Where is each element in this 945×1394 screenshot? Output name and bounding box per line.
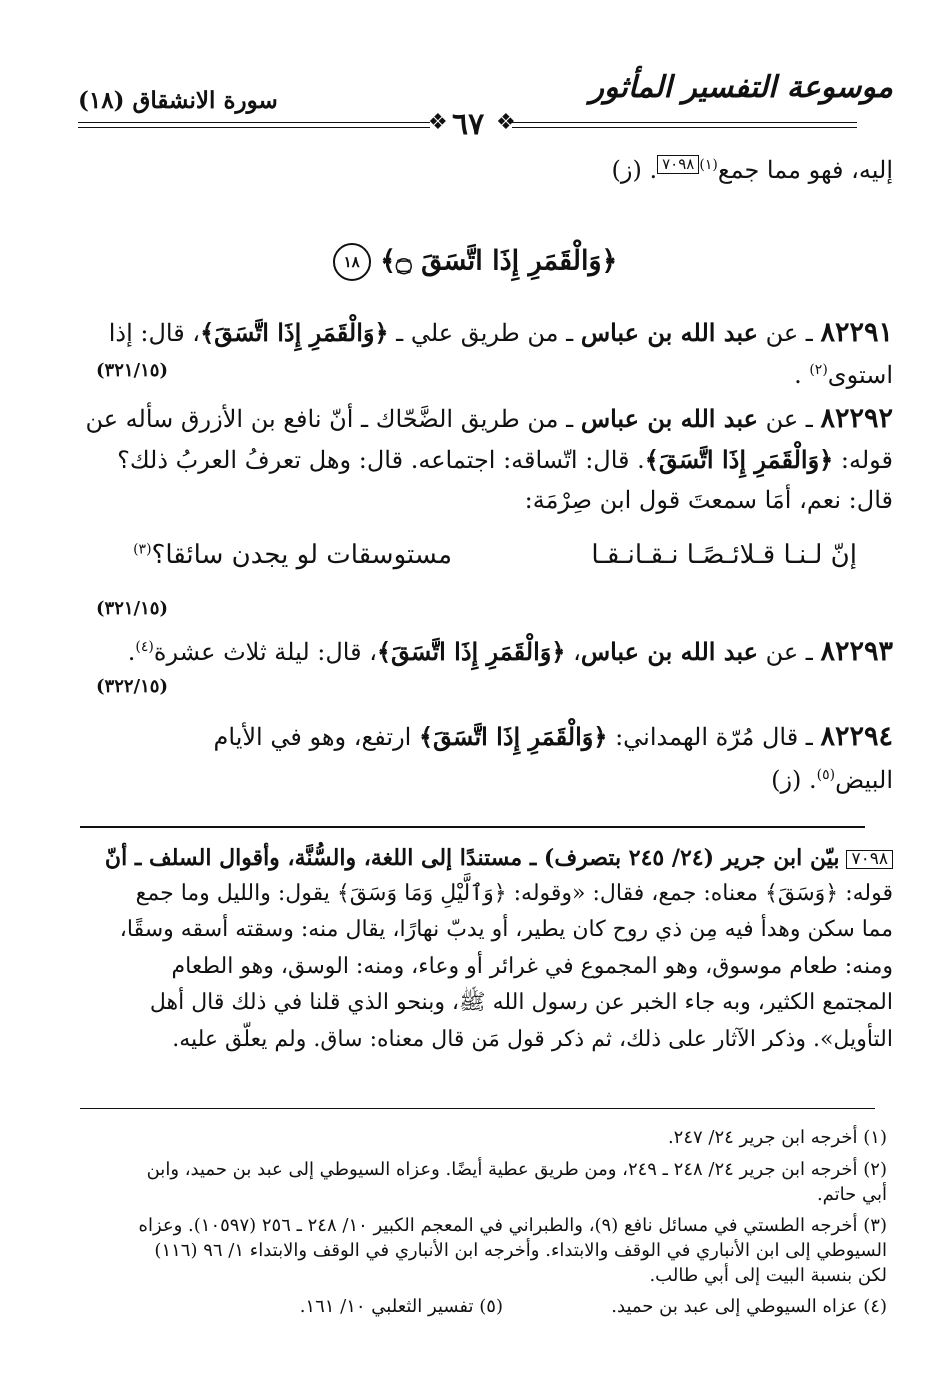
header-rule-right bbox=[512, 122, 857, 128]
tarjih-line: المجتمع الكثير، وبه جاء الخبر عن رسول الله ﷺ، وبنحو الذي قلنا في ذلك قال أهل bbox=[149, 990, 893, 1015]
footnote-3-cont: السيوطي إلى ابن الأنباري في الوقف والابتداء. وأخرجه ابن الأنباري في الوقف والابتداء ١/ ٩٦ (١١٦) bbox=[154, 1240, 887, 1261]
tarjih-number-box: ٧٠٩٨ bbox=[846, 850, 893, 869]
footnote-divider bbox=[80, 1108, 875, 1109]
hadith-82292-line2: قوله: ﴿وَالْقَمَرِ إِذَا اتَّسَقَ﴾. قال: اتّساقه: اجتماعه. قال: وهل تعرفُ العربُ ذلك؟ bbox=[117, 445, 893, 474]
footnote-3-cont: لكن بنسبة البيت إلى أبي طالب. bbox=[649, 1265, 887, 1286]
volume-page-ref: (٣٢١/١٥) bbox=[96, 360, 168, 381]
hadith-82291-line2: استوى$^{(٢)}$ . bbox=[794, 361, 893, 389]
footnote-2: (٢) أخرجه ابن جرير ٢٤/ ٢٤٨ ـ ٢٤٩، ومن طريق عطية أيضًا. وعزاه السيوطي إلى عبد بن حميد، وابن bbox=[146, 1159, 887, 1180]
tarjih-line: ومنه: طعام موسوق، وهو المجموع في غرائر أو وعاء، ومنه: الوسق، وهو الطعام bbox=[171, 954, 893, 979]
book-title: موسوعة التفسير المأثور bbox=[589, 70, 893, 105]
surah-title: سورة الانشقاق bbox=[132, 87, 278, 114]
footnote-4: (٤) عزاه السيوطي إلى عبد بن حميد. bbox=[611, 1296, 887, 1317]
tarjih-ref-box: ٧٠٩٨ bbox=[657, 155, 699, 174]
tarjih-line: التأويل». وذكر الآثار على ذلك، ثم ذكر قول مَن قال معناه: ساق. ولم يعلّق عليه. bbox=[172, 1027, 893, 1052]
footnote-5: (٥) تفسير الثعلبي ١٠/ ١٦١. bbox=[299, 1296, 503, 1317]
ayah-number-icon: ١٨ bbox=[333, 243, 371, 281]
hadith-82292-line3: قال: نعم، أمَا سمعتَ قول ابن صِرْمَة: bbox=[524, 486, 893, 514]
hadith-82292: ٨٢٢٩٢ ـ عن عبد الله بن عباس ـ من طريق الضَّحّاك ـ أنّ نافع بن الأزرق سأله عن bbox=[85, 403, 893, 434]
volume-page-ref: (٣٢١/١٥) bbox=[96, 598, 168, 619]
tarjih-line: مما سكن وهدأ فيه مِن ذي روح كان يطير، أو يدبّ نهارًا، يقال منه: وسقته أسقه وسقًا، bbox=[119, 917, 893, 942]
header-rule-left bbox=[78, 122, 430, 128]
hadith-82294: ٨٢٢٩٤ ـ قال مُرّة الهمداني: ﴿وَالْقَمَرِ إِذَا اتَّسَقَ﴾ ارتفع، وهو في الأيام bbox=[213, 721, 893, 752]
poetry-hemistich-2: مستوسقات لو يجدن سائقا؟$^{(٣)}$ bbox=[133, 540, 452, 570]
surah-number: (١٨) bbox=[78, 87, 125, 114]
ornament-icon: ❖ bbox=[428, 110, 448, 135]
poetry-hemistich-1: إنّ لـنـا قـلائـصًـا نـقـانـقـا bbox=[591, 540, 857, 570]
footnote-3: (٣) أخرجه الطستي في مسائل نافع (٩)، والطبراني في المعجم الكبير ١٠/ ٢٤٨ ـ ٢٥٦ (١٠٥٩٧). وعزاه bbox=[138, 1215, 887, 1236]
hadith-82291: ٨٢٢٩١ ـ عن عبد الله بن عباس ـ من طريق علي ـ ﴿وَالْقَمَرِ إِذَا اتَّسَقَ﴾، قال: إذا bbox=[108, 317, 893, 348]
section-divider bbox=[80, 826, 865, 828]
volume-page-ref: (٣٢٢/١٥) bbox=[96, 676, 168, 697]
continuation-line: إليه، فهو مما جمع$^{(١)}$٧٠٩٨. (ز) bbox=[611, 155, 893, 184]
surah-name bbox=[78, 87, 278, 114]
tarjih-line: ٧٠٩٨ بيّن ابن جرير (٢٤/ ٢٤٥ بتصرف) ـ مستندًا إلى اللغة، والسُّنَّة، وأقوال السلف ـ أنّ bbox=[105, 844, 893, 873]
hadith-82293: ٨٢٢٩٣ ـ عن عبد الله بن عباس، ﴿وَالْقَمَرِ إِذَا اتَّسَقَ﴾، قال: ليلة ثلاث عشرة$^{(٤)}$. bbox=[127, 636, 893, 667]
footnote-1: (١) أخرجه ابن جرير ٢٤/ ٢٤٧. bbox=[667, 1127, 887, 1148]
tarjih-line: قوله: ﴿وَسَقَ﴾ معناه: جمع، فقال: «وقوله: ﴿وَٱلَّيْلِ وَمَا وَسَقَ﴾ يقول: والليل وما جمع bbox=[135, 881, 893, 906]
ornament-icon: ❖ bbox=[496, 110, 516, 135]
page-number: ٦٧ bbox=[452, 107, 485, 142]
footnote-2-cont: أبي حاتم. bbox=[816, 1184, 887, 1205]
hadith-82294-line2: البيض$^{(٥)}$. (ز) bbox=[771, 766, 893, 794]
ayah-heading: ﴿وَالْقَمَرِ إِذَا اتَّسَقَ ۝﴾ ١٨ bbox=[330, 243, 620, 281]
